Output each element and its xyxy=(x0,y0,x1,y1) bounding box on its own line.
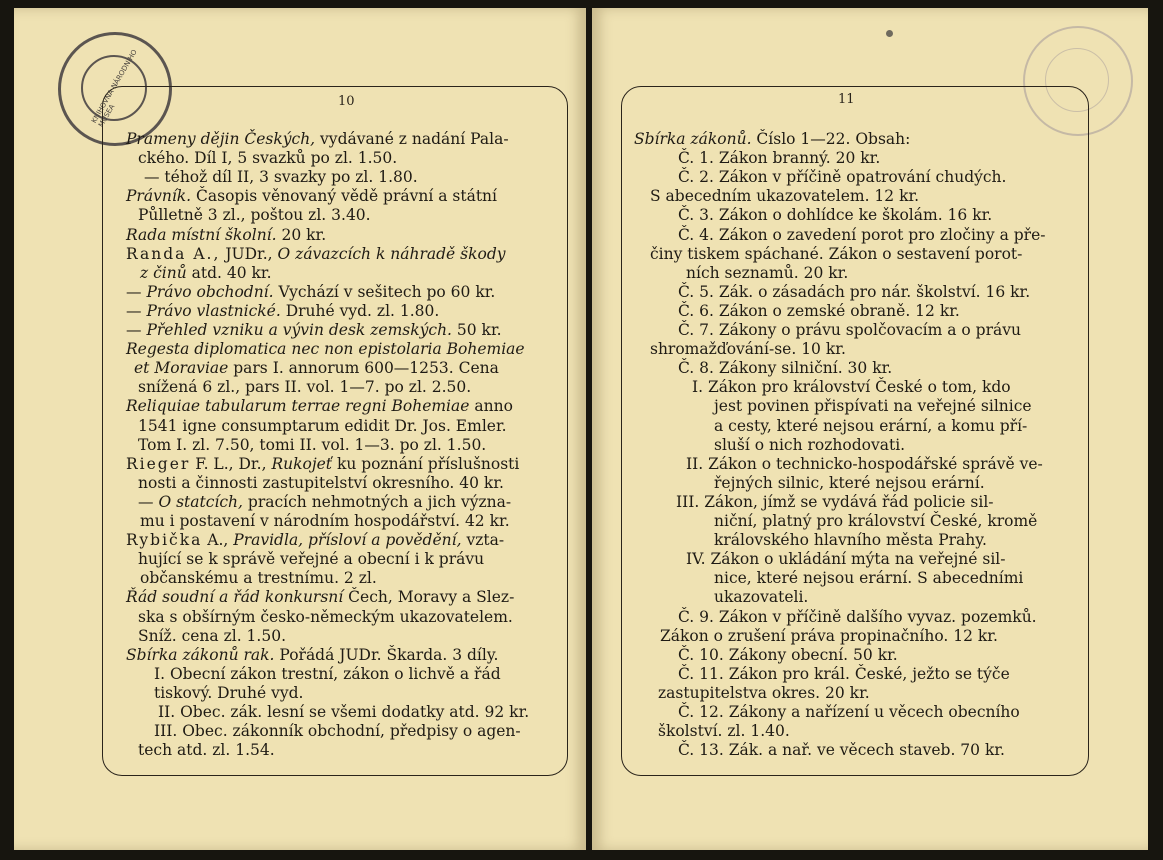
text-run: zastupitelstva okres. 20 kr. xyxy=(658,683,870,702)
text-line xyxy=(140,264,272,283)
italic-title: Řád soudní a řád konkursní xyxy=(126,588,344,607)
text-run: Č. 4. Zákon o zavedení porot pro zločiny a pře- xyxy=(678,225,1046,244)
text-line xyxy=(138,474,504,493)
text-run: Č. 3. Zákon o dohlídce ke školám. 16 kr. xyxy=(678,206,993,225)
left-page xyxy=(14,8,586,850)
text-run: I. Obecní zákon trestní, zákon o lichvě a řád xyxy=(154,664,501,683)
text-run: F. L., Dr., xyxy=(190,454,272,473)
italic-title: Sbírka zákonů. xyxy=(634,130,752,148)
text-run: ska s obšírným česko-německým ukazovatelem. xyxy=(138,607,513,626)
text-line xyxy=(678,665,1010,684)
text-run: Pořádá JUDr. Škarda. 3 díly. xyxy=(274,645,499,664)
text-run: Vychází v sešitech po 60 kr. xyxy=(273,282,496,301)
text-run: — téhož díl II, 3 svazky po zl. 1.80. xyxy=(144,168,418,187)
text-line xyxy=(126,397,513,416)
text-line xyxy=(678,703,1020,722)
text-run: 1541 igne consumptarum edidit Dr. Jos. Emler. xyxy=(138,416,507,435)
text-run: Č. 1. Zákon branný. 20 kr. xyxy=(678,149,881,168)
text-run: Č. 6. Zákon o zemské obraně. 12 kr. xyxy=(678,301,960,320)
text-run: řejných silnic, které nejsou erární. xyxy=(714,473,985,492)
text-run: královského hlavního města Prahy. xyxy=(714,531,987,550)
text-line xyxy=(678,646,898,665)
text-line xyxy=(678,283,1030,302)
text-line xyxy=(126,187,497,206)
text-line xyxy=(676,493,994,512)
text-line xyxy=(138,417,507,436)
italic-title: Rada místní školní. xyxy=(126,225,277,244)
text-run: shromažďování-se. 10 kr. xyxy=(650,340,846,359)
text-line xyxy=(678,608,1037,627)
text-run: a cesty, které nejsou erární, a komu pří- xyxy=(714,416,1028,435)
stamp-text: KNIHOVNA NÁRODNÍHO MUSEA xyxy=(90,48,139,129)
text-line xyxy=(686,455,1043,474)
page-number: 10 xyxy=(338,94,355,109)
text-line xyxy=(678,168,1006,187)
text-line xyxy=(678,226,1046,245)
text-line xyxy=(714,531,987,550)
italic-title: Právník. xyxy=(126,187,192,206)
text-run: ku poznání příslušnosti xyxy=(332,454,520,473)
text-run: hující se k správě veřejné a obecní i k právu xyxy=(138,550,485,569)
text-line xyxy=(714,569,1023,588)
text-run: ukazovateli. xyxy=(714,588,809,607)
text-run: III. Zákon, jímž se vydává řád policie sil- xyxy=(676,492,994,511)
text-run: Č. 2. Zákon v příčině opatrování chudých. xyxy=(678,168,1007,187)
text-run: snížená 6 zl., pars II. vol. 1—7. po zl. 2.50. xyxy=(138,378,472,397)
text-line xyxy=(714,417,1027,436)
text-line xyxy=(678,359,892,378)
text-run: atd. 40 kr. xyxy=(186,263,272,282)
text-run: tech atd. zl. 1.54. xyxy=(138,741,275,760)
text-line xyxy=(660,627,998,646)
text-run: občanskému a trestnímu. 2 zl. xyxy=(140,569,377,588)
text-line xyxy=(126,455,519,474)
text-line xyxy=(138,493,511,512)
text-run: jest povinen přispívati na veřejné silnice xyxy=(714,397,1032,416)
text-run: nice, které nejsou erární. S abecedními xyxy=(714,569,1024,588)
italic-title: Právo obchodní. xyxy=(146,282,274,301)
text-line xyxy=(138,436,486,455)
text-run: Číslo 1—22. Obsah: xyxy=(751,130,911,148)
text-run: 50 kr. xyxy=(451,321,502,339)
text-run: ckého. Díl I, 5 svazků po zl. 1.50. xyxy=(138,149,398,168)
text-line xyxy=(634,130,910,149)
text-line xyxy=(126,130,509,149)
text-line xyxy=(144,168,418,187)
text-line xyxy=(692,378,1011,397)
italic-title: z činů xyxy=(140,263,187,282)
text-line xyxy=(126,245,506,264)
text-run: niční, platný pro království České, kromě xyxy=(714,512,1038,530)
text-run: tiskový. Druhé vyd. xyxy=(154,683,304,702)
italic-title: Pravidla, přísloví a povědění, xyxy=(233,531,462,550)
text-run: Zákon o zrušení práva propinačního. 12 kr. xyxy=(660,626,998,645)
text-run: nosti a činnosti zastupitelství okresního. 40 kr. xyxy=(138,473,504,492)
text-line xyxy=(658,684,870,703)
text-line xyxy=(126,302,439,321)
text-line xyxy=(154,665,501,684)
text-run: činy tiskem spáchané. Zákon o sestavení porot- xyxy=(650,244,1023,263)
text-run: Tom I. zl. 7.50, tomi II. vol. 1—3. po zl. 1.50. xyxy=(138,435,487,454)
text-run: vydávané z nadání Pala- xyxy=(315,130,509,148)
text-run: Č. 10. Zákony obecní. 50 kr. xyxy=(678,645,898,664)
text-run: školství. zl. 1.40. xyxy=(658,722,790,741)
text-line xyxy=(714,436,905,455)
text-line xyxy=(134,359,499,378)
text-run: II. Obec. zák. lesní se všemi dodatky atd. 92 kr. xyxy=(158,703,530,721)
text-run: pracích nehmotných a jich význa- xyxy=(242,492,512,511)
italic-title: et Moraviae xyxy=(134,359,229,378)
author-name: Randa A., xyxy=(126,244,221,263)
text-run: IV. Zákon o ukládání mýta na veřejné sil- xyxy=(686,550,1006,569)
text-run: S abecedním ukazovatelem. 12 kr. xyxy=(650,187,920,206)
text-run: Č. 13. Zák. a nař. ve věcech staveb. 70 kr. xyxy=(678,741,1005,760)
text-run: vzta- xyxy=(461,531,505,550)
text-line xyxy=(714,512,1037,531)
text-run: — xyxy=(138,492,159,511)
text-run: II. Zákon o technicko-hospodářské správě ve- xyxy=(686,454,1043,473)
text-line xyxy=(126,340,525,359)
text-line xyxy=(140,569,377,588)
text-run: Č. 7. Zákony o právu spolčovacím a o právu xyxy=(678,321,1021,339)
text-run: Časopis věnovaný vědě právní a státní xyxy=(191,187,497,206)
text-run: Druhé vyd. zl. 1.80. xyxy=(280,301,440,320)
text-line xyxy=(138,608,513,627)
italic-title: Rukojeť xyxy=(271,454,333,473)
text-run: Č. 9. Zákon v příčině dalšího vyvaz. pozemků. xyxy=(678,607,1037,626)
text-run: — xyxy=(126,282,147,301)
text-line xyxy=(714,474,985,493)
text-line xyxy=(714,397,1032,416)
page-number: 11 xyxy=(838,92,855,107)
text-run: Čech, Moravy a Slez- xyxy=(343,588,515,607)
text-line xyxy=(658,722,790,741)
text-line xyxy=(650,187,919,206)
text-line xyxy=(686,550,1005,569)
text-line xyxy=(138,741,275,760)
italic-title: O statcích, xyxy=(158,492,243,511)
text-run: 20 kr. xyxy=(276,225,327,244)
text-line xyxy=(126,588,514,607)
author-name: Rieger xyxy=(126,454,191,473)
text-run: Sníž. cena zl. 1.50. xyxy=(138,626,286,645)
left-text-block xyxy=(126,130,556,766)
text-line xyxy=(126,531,504,550)
text-line xyxy=(138,378,471,397)
text-run: Č. 12. Zákony a nařízení u věcech obecního xyxy=(678,703,1020,721)
text-run: sluší o nich rozhodovati. xyxy=(714,435,906,454)
text-line xyxy=(650,340,846,359)
text-run: Č. 11. Zákon pro král. České, ježto se týče xyxy=(678,664,1010,683)
text-run: I. Zákon pro království České o tom, kdo xyxy=(692,378,1011,397)
text-run: ních seznamů. 20 kr. xyxy=(686,263,849,282)
text-line xyxy=(126,226,326,245)
text-line xyxy=(126,283,495,302)
text-line xyxy=(140,512,510,531)
text-line xyxy=(138,149,397,168)
text-line xyxy=(678,149,880,168)
right-text-block xyxy=(634,130,1074,766)
text-run: — xyxy=(126,321,147,339)
text-line xyxy=(138,206,371,225)
italic-title: Prameny dějin Českých, xyxy=(126,130,316,148)
text-line xyxy=(154,684,303,703)
text-line xyxy=(686,264,848,283)
italic-title: Přehled vzniku a vývin desk zemských. xyxy=(146,321,452,339)
text-run: III. Obec. zákonník obchodní, předpisy o agen- xyxy=(154,722,521,741)
text-line xyxy=(714,588,808,607)
text-line xyxy=(158,703,529,722)
text-run: mu i postavení v národním hospodářství. 42 kr. xyxy=(140,512,510,530)
text-line xyxy=(650,245,1022,264)
text-run: A., xyxy=(202,531,234,550)
text-line xyxy=(678,321,1021,340)
text-run: pars I. annorum 600—1253. Cena xyxy=(228,359,499,378)
text-line xyxy=(138,627,286,646)
author-name: Rybička xyxy=(126,531,203,550)
text-line xyxy=(126,321,502,340)
text-line xyxy=(678,302,960,321)
text-run: Půlletně 3 zl., poštou zl. 3.40. xyxy=(138,206,371,225)
italic-title: Reliquiae tabularum terrae regni Bohemiae xyxy=(126,397,470,416)
ink-spot xyxy=(886,30,893,37)
text-line xyxy=(678,741,1005,760)
text-run: JUDr., xyxy=(220,244,278,263)
italic-title: Sbírka zákonů rak. xyxy=(126,645,275,664)
text-run: anno xyxy=(469,397,513,416)
text-line xyxy=(126,646,498,665)
text-line xyxy=(678,206,992,225)
text-run: — xyxy=(126,301,147,320)
right-page xyxy=(592,8,1148,850)
text-line xyxy=(154,722,521,741)
italic-title: O závazcích k náhradě škody xyxy=(277,244,506,263)
text-run: Č. 8. Zákony silniční. 30 kr. xyxy=(678,359,893,378)
italic-title: Regesta diplomatica nec non epistolaria Bohemiae xyxy=(126,340,525,359)
text-run: Č. 5. Zák. o zásadách pro nár. školství. 16 kr. xyxy=(678,282,1031,301)
italic-title: Právo vlastnické. xyxy=(146,301,281,320)
text-line xyxy=(138,550,484,569)
